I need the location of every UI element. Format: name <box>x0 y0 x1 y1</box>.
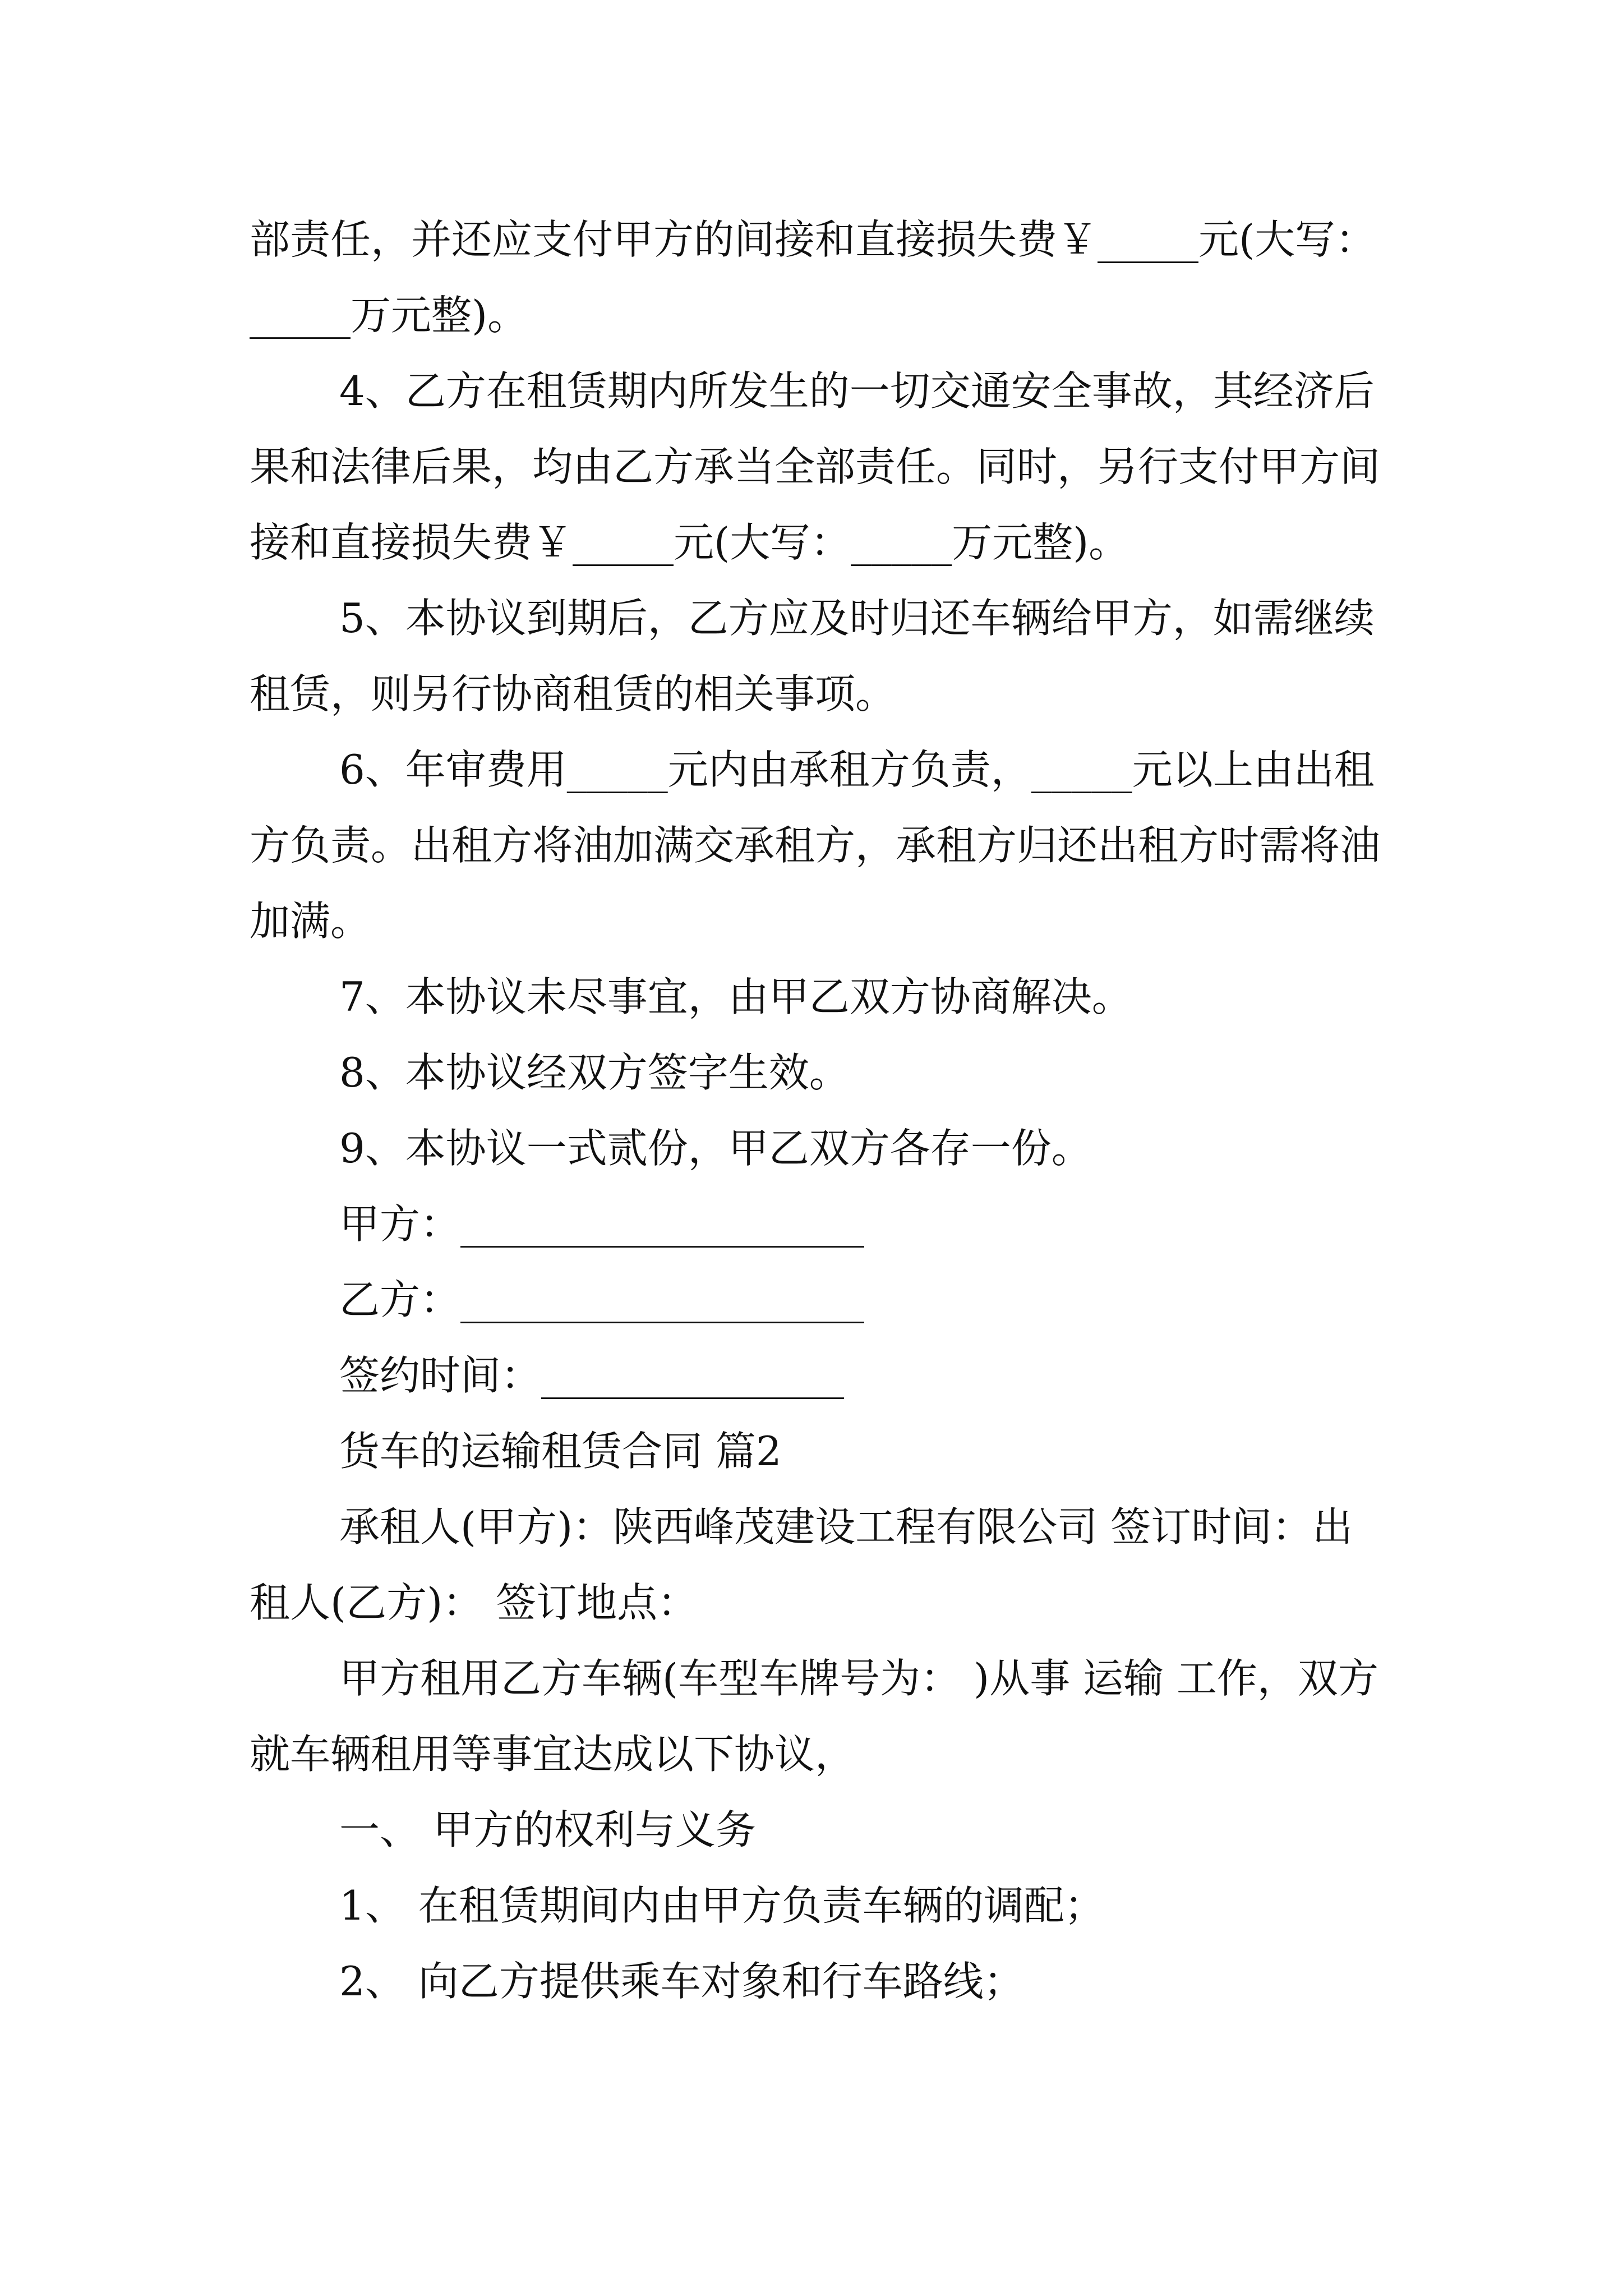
section-heading-party-a: 一、 甲方的权利与义务 <box>339 1806 756 1853</box>
paragraph-clause-4: 4、乙方在租赁期内所发生的一切交通安全事故，其经济后果和法律后果，均由乙方承当全部责任。同时，另行支付甲方间接和直接损失费￥_____元(大写：_____万元整)。 <box>250 367 1381 566</box>
parties-info: 承租人(甲方)：陕西峰茂建设工程有限公司 签订时间：出租人(乙方)： 签订地点： <box>250 1503 1353 1626</box>
paragraph-clause-9: 9、本协议一式贰份，甲乙双方各存一份。 <box>339 1125 1092 1172</box>
section-title: 货车的运输租赁合同 篇2 <box>339 1428 782 1475</box>
party-a-item-1: 1、 在租赁期间内由甲方负责车辆的调配； <box>339 1882 1105 1929</box>
signature-party-a: 甲方：____________________ <box>339 1200 865 1248</box>
party-a-item-2: 2、 向乙方提供乘车对象和行车路线； <box>339 1958 1024 2005</box>
document-body <box>250 202 1388 2019</box>
signature-date: 签约时间：_______________ <box>339 1352 845 1399</box>
agreement-intro: 甲方租用乙方车辆(车型车牌号为： )从事 运输 工作，双方就车辆租用等事宜达成以下协议， <box>250 1655 1378 1778</box>
paragraph-clause-7: 7、本协议未尽事宜，由甲乙双方协商解决。 <box>339 973 1132 1020</box>
paragraph-clause-8: 8、本协议经双方签字生效。 <box>339 1049 850 1096</box>
paragraph-1: 部责任，并还应支付甲方的间接和直接损失费￥_____元(大写：_____万元整)。 <box>250 216 1376 339</box>
paragraph-clause-5: 5、本协议到期后，乙方应及时归还车辆给甲方，如需继续租赁，则另行协商租赁的相关事项。 <box>250 595 1375 717</box>
signature-party-b: 乙方：____________________ <box>339 1276 865 1323</box>
paragraph-clause-6: 6、年审费用_____元内由承租方负责，_____元以上由出租方负责。出租方将油加满交承租方，承租方归还出租方时需将油加满。 <box>250 746 1381 945</box>
